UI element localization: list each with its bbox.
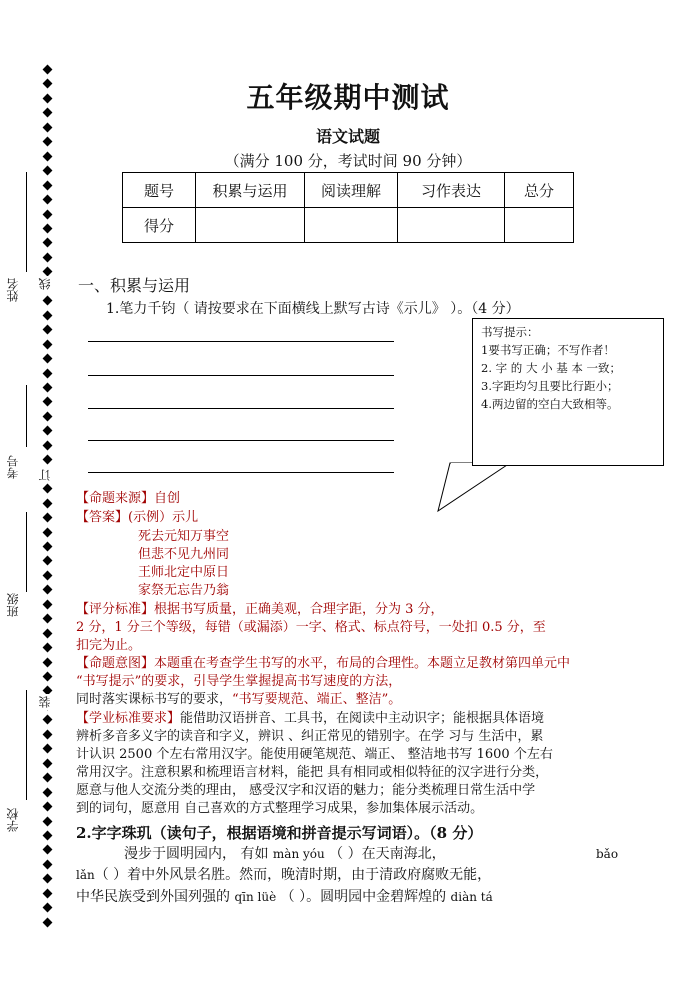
- tip-item: 3.字距均匀且要比行距小；: [481, 379, 619, 393]
- score-header-cell: 题号: [123, 173, 196, 208]
- class-line[interactable]: [26, 512, 27, 592]
- poem-line: 但悲不见九州同: [138, 547, 230, 562]
- standard-text: 到的词句，愿意用 自己喜欢的方式整理学习成果，参加集体展示活动。: [76, 801, 484, 816]
- answer-line: [76, 509, 198, 527]
- name-line[interactable]: [26, 172, 27, 272]
- writing-line[interactable]: [88, 375, 394, 376]
- writing-line[interactable]: [88, 408, 394, 409]
- score-row-label: 得分: [123, 208, 196, 243]
- class-label: 班级: [6, 593, 20, 617]
- standard-line: [76, 710, 544, 728]
- source-text: 自创: [154, 491, 181, 506]
- tips-title: 书写提示：: [481, 325, 539, 339]
- score-header-cell: 积累与运用: [196, 173, 305, 208]
- cut-line-xian: 线: [38, 278, 52, 290]
- criteria-text: 扣完为止。: [76, 638, 142, 653]
- page-subtitle: 语文试题: [315, 127, 380, 146]
- q2-text: 中华民族受到外国列强的: [76, 889, 230, 905]
- writing-line[interactable]: [88, 440, 394, 441]
- question2-line: [76, 864, 491, 886]
- answer-blank[interactable]: （ ）。圆明园中金碧辉煌的: [280, 889, 447, 905]
- source-line: [76, 490, 180, 508]
- writing-tips-box: [472, 318, 664, 466]
- question1-prompt: 1.笔力千钧（ 请按要求在下面横线上默写古诗《示儿》 ）。（4 分）: [106, 301, 520, 317]
- score-cell-accumulation[interactable]: [196, 208, 305, 243]
- criteria-line: [76, 601, 444, 619]
- score-cell-writing[interactable]: [398, 208, 505, 243]
- school-label: 学校: [6, 808, 20, 832]
- answer-tag: 【答案】: [76, 510, 129, 525]
- poem-line: 死去元知万事空: [138, 529, 230, 544]
- question2-line: [124, 843, 446, 865]
- school-line[interactable]: [26, 690, 27, 800]
- answer-text: (示例）示儿: [128, 510, 199, 525]
- pinyin-hint: qīn lüè: [234, 890, 277, 904]
- tip-item: 1要书写正确；不写作者！: [481, 343, 615, 357]
- answer-blank[interactable]: （ ）着中外风景名胜。然而，晚清时期，由于清政府腐败无能，: [94, 867, 492, 883]
- standard-text: 愿意与他人交流分类的理由， 感受汉字和汉语的魅力；能分类梳理日常生活中学: [76, 783, 536, 798]
- poem-line: 家祭无忘告乃翁: [138, 583, 230, 598]
- answer-blank[interactable]: （ ）在天南海北，: [329, 846, 446, 862]
- source-tag: 【命题来源】: [76, 491, 155, 506]
- score-header-cell: 阅读理解: [305, 173, 398, 208]
- standard-text: 常用汉字。注意积累和梳理语言材料，能把 具有相同或相似特征的汉字进行分类，: [76, 765, 549, 780]
- writing-line[interactable]: [88, 472, 394, 473]
- name-label: 姓名: [6, 278, 20, 302]
- cut-line-zhuang: 装: [38, 696, 52, 708]
- writing-line[interactable]: [88, 341, 394, 342]
- question2-heading: 2.字字珠玑（读句子，根据语境和拼音提示写词语）。（8 分）: [76, 824, 483, 842]
- page-title: 五年级期中测试: [246, 81, 450, 114]
- binding-diamond-border: [40, 66, 54, 926]
- pinyin-hint: màn yóu: [272, 847, 325, 861]
- cut-line-ding: 订: [38, 469, 52, 481]
- intent-text: 同时落实课标书写的要求，: [76, 692, 233, 707]
- intent-tag: 【命题意图】: [76, 656, 155, 671]
- criteria-tag: 【评分标准】: [76, 602, 155, 617]
- intent-line: [76, 691, 401, 709]
- standard-text: 辨析多音多义字的读音和字义，辨识 、纠正常见的错别字。在学 习与 生活中，累: [76, 729, 544, 744]
- poem-line: 王师北定中原日: [138, 565, 230, 580]
- q2-text: 漫步于圆明园内， 有如: [124, 846, 269, 862]
- intent-line: [76, 655, 570, 673]
- criteria-text: 根据书写质量，正确美观，合理字距，分为 3 分，: [154, 602, 444, 617]
- score-table: [122, 172, 574, 243]
- score-table-header-row: [123, 173, 574, 208]
- score-cell-reading[interactable]: [305, 208, 398, 243]
- exam-note: （满分 100 分，考试时间 90 分钟）: [224, 152, 472, 170]
- pinyin-hint: diàn tá: [450, 890, 493, 904]
- criteria-text: 2 分，1 分三个等级，每错（或漏添）一字、格式、标点符号，一处扣 0.5 分，至: [76, 620, 546, 635]
- number-line[interactable]: [26, 385, 27, 447]
- tip-item: 4.两边留的空白大致相等。: [481, 397, 619, 411]
- score-header-cell: 总分: [505, 173, 574, 208]
- intent-text: 本题重在考查学生书写的水平，布局的合理性。本题立足教材第四单元中: [154, 656, 571, 671]
- question2-line: [76, 886, 493, 908]
- section1-heading: 一、积累与运用: [78, 276, 191, 295]
- score-header-cell: 习作表达: [398, 173, 505, 208]
- standard-tag: 【学业标准要求】: [76, 711, 181, 726]
- standard-text: 能借助汉语拼音、工具书，在阅读中主动识字；能根据具体语境: [180, 711, 545, 726]
- standard-text: 计认识 2500 个左右常用汉字。能使用硬笔规范、端正、 整洁地书写 1600 个左右: [76, 747, 553, 762]
- tip-item: 2. 字 的 大 小 基 本 一致；: [481, 361, 622, 375]
- number-label: 考号: [6, 455, 20, 479]
- pinyin-hint: lǎn: [76, 868, 95, 882]
- score-cell-total[interactable]: [505, 208, 574, 243]
- score-table-row: [123, 208, 574, 243]
- intent-quote: “书写要规范、端正、整洁”。: [232, 692, 402, 707]
- intent-text: “书写提示”的要求，引导学生掌握提高书写速度的方法，: [76, 674, 402, 689]
- pinyin-hint: bǎo: [596, 847, 619, 861]
